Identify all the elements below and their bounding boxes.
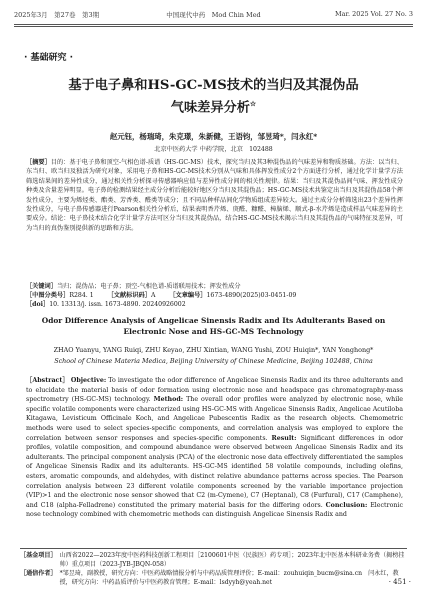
english-title-line1: Odor Difference Analysis of Angelicae Sinensis Radix and Its Adulterants Based on [41, 316, 386, 325]
doc-label: ［文献标识码］ [107, 292, 151, 300]
doi-row [26, 300, 403, 309]
abstract-en-label: ［Abstract］ [26, 377, 69, 384]
clc-value: R284. 1 [69, 292, 94, 300]
correspondence-label: ［通信作者］ [20, 570, 57, 577]
result-label: Result: [271, 434, 297, 442]
header-issue-en: Mar. 2025 Vol. 27 No. 3 [335, 10, 413, 18]
doi-label: ［doi］ [26, 301, 50, 309]
correspondence-text: *邹昱琦，副教授，研究方向：中医药战略情报分析与中药品质管理评价；E-mail：zouhuiqin_bucm@sina.cn 闫永红，教授，研究方向：中药品质评价与中医药教育管理；E-mail：lsdyyh@yeah.net [59, 570, 399, 586]
english-affiliation: School of Chinese Materia Medica, Beijing University of Chinese Medicine, Beijing 102488, China [54, 357, 373, 365]
keywords-zh-text: 当归；混伪品；电子鼻；顶空-气相色谱-质谱联用技术；挥发性成分 [56, 283, 241, 290]
objective-text: To investigate the odor difference of Angelicae Sinensis Radix and its three adulterants and to elucidate the material basis of odor formation using electronic nose and headspace gas chromatography-mass spectrometry (HS-GC-MS) technology. [26, 377, 403, 404]
authors: 赵元钰，杨瑞琦，朱克璟，朱新健，王语钧，邹昱琦*，闫永红* [109, 132, 318, 141]
classification-row [26, 291, 403, 300]
page-number: · 451 · [388, 578, 411, 586]
article-title-line1: 基于电子鼻和HS-GC-MS技术的当归及其混伪品 [68, 78, 359, 93]
doi-value: 10. 13313/j. issn. 1673-4890. 20240926002 [49, 301, 186, 309]
section-label: · 基础研究 · [24, 53, 74, 63]
clc-label: ［中图分类号］ [26, 292, 70, 300]
header-issue: 2025年3月 第27卷 第3期 [14, 11, 100, 19]
header-rule [14, 24, 413, 25]
running-header [14, 8, 413, 22]
article-no-value: 1673-4890(2025)03-0451-09 [206, 292, 297, 300]
article-no-label: ［文章编号］ [169, 292, 207, 300]
header-rule-thin [14, 26, 413, 27]
article-title-line2 [20, 95, 407, 116]
header-journal: 中国现代中药 Mod Chin Med [166, 11, 261, 19]
doc-value: A [150, 292, 156, 300]
footnotes [20, 551, 407, 587]
funding-row [20, 551, 407, 569]
conclusion-text: Electronic nose technology combined with chemometric methods can distinguish Angelicae Sinensis Radix and [26, 501, 403, 519]
funding-label: ［基金项目］ [20, 552, 57, 559]
method-text: The overall odor profiles were analyzed by electronic nose, while specific volatile components were characterized using HS-GC-MS with Angelicae Sinensis Radix, Angelicae Acutiloba Kitagawa, Levisticum Officinale Koch, and Angelicae Pubescentis Radix as the research objects. Chemometric methods were used to select species-specific components, and correlation analysis was employed to explore the correlation between sensor responses and species-specific components. [26, 396, 403, 442]
english-authors: ZHAO Yuanyu, YANG Ruiqi, ZHU Keyao, ZHU Xintian, WANG Yushi, ZOU Huiqin*, YAN Yonghong* [53, 346, 374, 354]
abstract-zh-label: ［摘要］ [26, 159, 51, 166]
abstract-zh [26, 158, 403, 233]
footnote-rule [20, 548, 407, 549]
conclusion-label: Conclusion: [325, 501, 368, 509]
objective-label: Objective: [70, 377, 107, 384]
result-text: Significant differences in odor profiles, volatile composition, and compound abundance were observed between Angelicae Sinensis Radix and its adulterants. The principal component analysis (PCA) of the electronic nose data effectively differentiated the samples of Angelicae Sinensis Radix and its adulterants. HS-GC-MS identified 58 volatile compounds, including olefins, esters, aromatic compounds, and aldehydes, with distinct relative abundance patterns across species. The Pearson correlation analysis between 23 different volatile components screened by the variable importance projection (VIP)>1 and the electronic nose sensor showed that C2 (m-Cymene), C7 (Heptanal), C8 (Furfural), C17 (Camphene), and C18 (alpha-Felladrene) constituted the primary material basis for the differing odors. [26, 434, 403, 509]
article-title-text: 气味差异分析 [170, 100, 250, 116]
english-title-line2: Electronic Nose and HS-GC-MS Technology [123, 327, 304, 336]
funding-text: 山西省2022—2023年度中医药科技创新工程项目［2100601中医（民族医）药专项］；2023年北中医基本科研业务费（揭榜挂帅）重点项目（2023-JYB-JBQN-058） [59, 552, 405, 568]
affiliation: 北京中医药大学 中药学院，北京 102488 [154, 146, 273, 153]
correspondence-row [20, 569, 407, 587]
title-footnote-marker: ☆ [249, 99, 257, 108]
abstract-en [26, 376, 403, 520]
keywords-zh-label: ［关键词］ [26, 283, 57, 290]
abstract-zh-text: 目的：基于电子鼻和顶空-气相色谱-质谱（HS-GC-MS）技术，探究当归及其3种混伪品的气味差异和物质基础。方法：以当归、东当归、欧当归及独活为研究对象，采用电子鼻和HS-GC-MS技术分别从气味和具体挥发性成分2个方面进行分析，通过化学计量学方法筛选结果间的差异性成分，通过相关性分析探寻传感器响应值与差异性成分间的相关性规律。结果：当归及其混伪品间气味、挥发性成分种类及含量差异明显。电子鼻的检测结果经主成分分析后能较好地区分当归及其混伪品；HS-GC-MS技术共鉴定出当归及其混伪品58个挥发性成分，主要为烯烃类、酯类、芳香类、醛类等成分；且不同品种样品间化学物质组成差异较大。通过主成分分析筛选出23个差异性挥发性成分，与电子鼻传感器进行Pearson相关性分析后，结果表明香芹烯、庚醛、糠醛、樟脑烯、顺式-β-水芹烯是造成样品气味差异的主要成分。结论：电子鼻技术结合化学计量学方法可区分当归及其混伪品，结合HS-GC-MS技术揭示当归及其混伪品的气味特征及差异，可为当归的真伪鉴别提供新的思路和方法。 [26, 159, 404, 232]
method-label: Method: [153, 396, 184, 404]
keywords-block [26, 282, 403, 310]
keywords-zh [26, 282, 403, 291]
